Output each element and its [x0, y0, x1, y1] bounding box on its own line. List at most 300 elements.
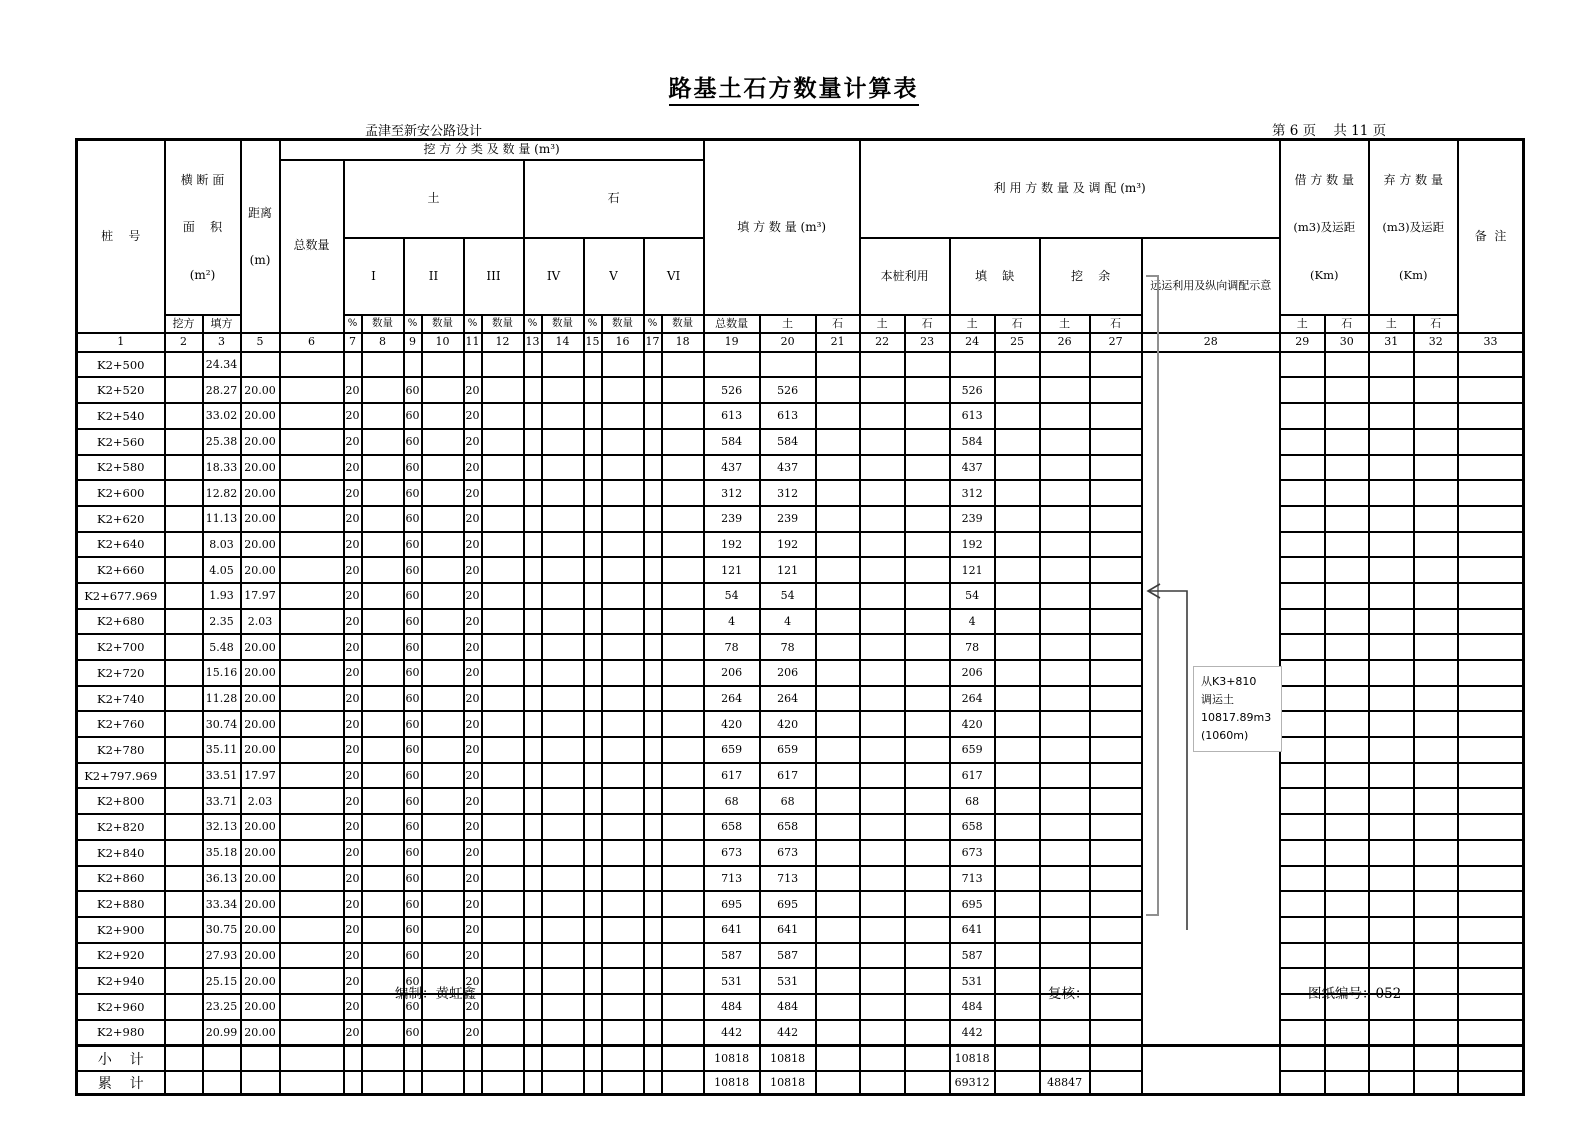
value-cell	[995, 429, 1040, 455]
value-cell	[662, 583, 704, 609]
value-cell	[1458, 480, 1524, 506]
value-cell	[1040, 840, 1090, 866]
value-cell: 60	[404, 866, 422, 892]
value-cell	[542, 506, 584, 532]
value-cell	[1458, 917, 1524, 943]
value-cell	[662, 917, 704, 943]
header-grade-1: I	[344, 238, 404, 315]
value-cell	[995, 917, 1040, 943]
value-cell	[995, 1045, 1040, 1071]
value-cell: 206	[950, 660, 995, 686]
value-cell: 659	[950, 737, 995, 763]
value-cell	[1280, 763, 1325, 789]
value-cell	[584, 943, 602, 969]
value-cell: 658	[760, 814, 816, 840]
value-cell	[1280, 557, 1325, 583]
value-cell	[422, 917, 464, 943]
value-cell	[905, 506, 950, 532]
value-cell: 60	[404, 763, 422, 789]
column-number-cell: 30	[1325, 333, 1369, 352]
value-cell	[816, 788, 860, 814]
value-cell	[905, 891, 950, 917]
value-cell: 20	[344, 583, 362, 609]
stake-cell: K2+640	[77, 532, 165, 558]
value-cell	[542, 429, 584, 455]
value-cell	[644, 711, 662, 737]
value-cell	[644, 429, 662, 455]
value-cell: 526	[950, 377, 995, 403]
value-cell	[542, 917, 584, 943]
value-cell	[1369, 763, 1414, 789]
value-cell	[860, 609, 905, 635]
value-cell	[905, 583, 950, 609]
value-cell	[644, 763, 662, 789]
column-number-cell: 3	[203, 333, 241, 352]
header-rock-group: 石	[524, 160, 704, 239]
value-cell	[165, 352, 203, 378]
value-cell	[165, 814, 203, 840]
value-cell	[1458, 557, 1524, 583]
stake-cell: K2+900	[77, 917, 165, 943]
value-cell	[542, 866, 584, 892]
value-cell	[1414, 352, 1458, 378]
value-cell	[1090, 737, 1142, 763]
value-cell: 20	[344, 403, 362, 429]
value-cell	[1280, 634, 1325, 660]
value-cell	[1369, 429, 1414, 455]
value-cell: 484	[704, 994, 760, 1020]
value-cell	[860, 891, 905, 917]
value-cell	[644, 506, 662, 532]
value-cell	[1369, 532, 1414, 558]
value-cell	[905, 814, 950, 840]
value-cell	[1280, 480, 1325, 506]
value-cell	[816, 1071, 860, 1094]
value-cell	[995, 1071, 1040, 1094]
value-cell	[524, 455, 542, 481]
value-cell	[905, 788, 950, 814]
value-cell	[1458, 429, 1524, 455]
stake-cell: K2+500	[77, 352, 165, 378]
column-number-cell: 14	[542, 333, 584, 352]
value-cell	[1090, 943, 1142, 969]
value-cell	[524, 352, 542, 378]
value-cell	[644, 480, 662, 506]
value-cell	[1369, 711, 1414, 737]
value-cell	[524, 660, 542, 686]
column-number-cell: 33	[1458, 333, 1524, 352]
value-cell	[644, 403, 662, 429]
value-cell	[995, 840, 1040, 866]
value-cell: 20	[344, 814, 362, 840]
value-cell: 531	[704, 968, 760, 994]
value-cell	[524, 403, 542, 429]
value-cell	[482, 840, 524, 866]
value-cell	[422, 1071, 464, 1094]
stake-cell: K2+700	[77, 634, 165, 660]
value-cell	[1325, 840, 1369, 866]
value-cell	[362, 557, 404, 583]
table-row	[77, 737, 1524, 763]
value-cell	[1369, 943, 1414, 969]
value-cell	[995, 711, 1040, 737]
value-cell	[1040, 788, 1090, 814]
value-cell: 20	[344, 429, 362, 455]
value-cell	[1458, 377, 1524, 403]
value-cell	[1040, 609, 1090, 635]
value-cell: 60	[404, 506, 422, 532]
value-cell	[482, 455, 524, 481]
stake-cell: K2+840	[77, 840, 165, 866]
value-cell	[362, 377, 404, 403]
value-cell	[995, 1020, 1040, 1046]
value-cell	[1325, 814, 1369, 840]
value-cell	[280, 403, 344, 429]
value-cell	[1414, 660, 1458, 686]
value-cell: 78	[950, 634, 995, 660]
value-cell	[644, 891, 662, 917]
value-cell	[1458, 506, 1524, 532]
value-cell: 4.05	[203, 557, 241, 583]
value-cell	[905, 763, 950, 789]
header-usage: 利 用 方 数 量 及 调 配 (m³)	[860, 140, 1280, 239]
value-cell	[644, 737, 662, 763]
value-cell	[760, 352, 816, 378]
value-cell	[1325, 583, 1369, 609]
value-cell	[662, 429, 704, 455]
value-cell: 60	[404, 660, 422, 686]
value-cell	[482, 943, 524, 969]
value-cell	[165, 943, 203, 969]
value-cell	[1040, 557, 1090, 583]
value-cell	[602, 788, 644, 814]
value-cell	[1369, 1020, 1414, 1046]
value-cell: 33.34	[203, 891, 241, 917]
value-cell: 60	[404, 788, 422, 814]
value-cell	[995, 994, 1040, 1020]
value-cell: 33.02	[203, 403, 241, 429]
value-cell	[584, 455, 602, 481]
value-cell: 68	[704, 788, 760, 814]
value-cell	[482, 609, 524, 635]
value-cell	[280, 1071, 344, 1094]
value-cell	[422, 480, 464, 506]
value-cell	[524, 968, 542, 994]
value-cell: 713	[950, 866, 995, 892]
stake-cell: K2+920	[77, 943, 165, 969]
value-cell: 20	[464, 583, 482, 609]
value-cell: 36.13	[203, 866, 241, 892]
value-cell: 713	[760, 866, 816, 892]
value-cell	[422, 943, 464, 969]
value-cell: 312	[950, 480, 995, 506]
value-cell: 10818	[760, 1071, 816, 1094]
value-cell	[1090, 660, 1142, 686]
value-cell: 20	[464, 403, 482, 429]
value-cell	[1325, 403, 1369, 429]
stake-cell: K2+600	[77, 480, 165, 506]
value-cell: 442	[760, 1020, 816, 1046]
value-cell	[1090, 866, 1142, 892]
value-cell: 20.00	[241, 429, 280, 455]
value-cell	[644, 557, 662, 583]
value-cell	[816, 352, 860, 378]
value-cell: 60	[404, 917, 422, 943]
value-cell	[995, 480, 1040, 506]
value-cell	[482, 1020, 524, 1046]
header-stake: 桩 号	[77, 140, 165, 333]
value-cell	[203, 1045, 241, 1071]
value-cell	[482, 583, 524, 609]
earthwork-table	[75, 138, 1525, 1096]
value-cell: 11.28	[203, 686, 241, 712]
value-cell	[1414, 968, 1458, 994]
value-cell: 20	[344, 660, 362, 686]
value-cell: 20	[464, 737, 482, 763]
value-cell	[860, 377, 905, 403]
value-cell	[1414, 763, 1458, 789]
value-cell	[584, 634, 602, 660]
value-cell	[542, 763, 584, 789]
column-number-cell: 20	[760, 333, 816, 352]
value-cell	[422, 429, 464, 455]
value-cell	[860, 660, 905, 686]
value-cell	[662, 506, 704, 532]
value-cell: 32.13	[203, 814, 241, 840]
value-cell	[1414, 737, 1458, 763]
value-cell: 20	[344, 557, 362, 583]
value-cell: 20.00	[241, 532, 280, 558]
value-cell	[816, 891, 860, 917]
table-row	[77, 557, 1524, 583]
value-cell	[602, 1045, 644, 1071]
value-cell	[422, 660, 464, 686]
value-cell: 68	[760, 788, 816, 814]
value-cell	[584, 557, 602, 583]
value-cell: 442	[704, 1020, 760, 1046]
value-cell: 60	[404, 1020, 422, 1046]
value-cell	[362, 634, 404, 660]
value-cell	[816, 377, 860, 403]
column-number-cell: 29	[1280, 333, 1325, 352]
value-cell	[362, 583, 404, 609]
table-row	[77, 866, 1524, 892]
value-cell	[905, 1071, 950, 1094]
value-cell: 11.13	[203, 506, 241, 532]
value-cell	[422, 891, 464, 917]
value-cell: 20	[344, 377, 362, 403]
value-cell: 420	[950, 711, 995, 737]
table-row	[77, 943, 1524, 969]
value-cell: 617	[704, 763, 760, 789]
value-cell	[644, 609, 662, 635]
column-number-cell: 16	[602, 333, 644, 352]
value-cell: 60	[404, 583, 422, 609]
value-cell: 20	[464, 686, 482, 712]
header-fill-area: 填方	[203, 315, 241, 333]
value-cell	[644, 686, 662, 712]
value-cell	[203, 1071, 241, 1094]
value-cell: 613	[760, 403, 816, 429]
column-number-cell: 8	[362, 333, 404, 352]
value-cell: 60	[404, 814, 422, 840]
value-cell	[422, 583, 464, 609]
value-cell	[1040, 943, 1090, 969]
value-cell	[584, 866, 602, 892]
value-cell	[995, 968, 1040, 994]
value-cell	[662, 557, 704, 583]
value-cell: 659	[760, 737, 816, 763]
value-cell	[644, 634, 662, 660]
value-cell	[1090, 583, 1142, 609]
value-cell	[482, 686, 524, 712]
value-cell: 531	[760, 968, 816, 994]
value-cell	[860, 583, 905, 609]
value-cell	[816, 403, 860, 429]
value-cell	[602, 1071, 644, 1094]
value-cell	[482, 634, 524, 660]
header-fill-lack: 填 缺	[950, 238, 1040, 315]
value-cell: 713	[704, 866, 760, 892]
value-cell	[165, 686, 203, 712]
value-cell	[482, 917, 524, 943]
table-row	[77, 660, 1524, 686]
value-cell: 437	[760, 455, 816, 481]
value-cell	[1040, 686, 1090, 712]
value-cell	[280, 480, 344, 506]
table-row	[77, 609, 1524, 635]
value-cell	[860, 506, 905, 532]
value-cell: 121	[760, 557, 816, 583]
value-cell	[524, 480, 542, 506]
stake-cell: K2+540	[77, 403, 165, 429]
value-cell	[584, 660, 602, 686]
value-cell	[1369, 788, 1414, 814]
value-cell	[165, 583, 203, 609]
value-cell: 20.00	[241, 737, 280, 763]
value-cell	[860, 866, 905, 892]
value-cell: 658	[704, 814, 760, 840]
value-cell	[362, 788, 404, 814]
value-cell	[1414, 532, 1458, 558]
project-subtitle: 孟津至新安公路设计	[365, 124, 483, 139]
value-cell	[280, 532, 344, 558]
table-row	[77, 891, 1524, 917]
column-number-cell: 12	[482, 333, 524, 352]
value-cell: 20.00	[241, 455, 280, 481]
value-cell	[524, 583, 542, 609]
value-cell: 20	[344, 1020, 362, 1046]
value-cell: 20.00	[241, 891, 280, 917]
value-cell: 20	[464, 943, 482, 969]
value-cell	[1040, 660, 1090, 686]
value-cell	[1090, 917, 1142, 943]
value-cell	[1325, 1020, 1369, 1046]
value-cell: 264	[704, 686, 760, 712]
value-cell	[422, 634, 464, 660]
stake-cell: K2+800	[77, 788, 165, 814]
value-cell	[1090, 634, 1142, 660]
value-cell	[524, 1071, 542, 1094]
value-cell: 20	[344, 788, 362, 814]
table-row	[77, 968, 1524, 994]
value-cell	[602, 352, 644, 378]
value-cell: 20	[344, 532, 362, 558]
value-cell	[524, 840, 542, 866]
value-cell	[1040, 532, 1090, 558]
value-cell	[542, 403, 584, 429]
table-row	[77, 994, 1524, 1020]
value-cell	[644, 840, 662, 866]
value-cell	[1280, 532, 1325, 558]
value-cell	[280, 840, 344, 866]
value-cell: 20	[464, 377, 482, 403]
value-cell	[344, 352, 362, 378]
value-cell	[905, 557, 950, 583]
value-cell	[860, 532, 905, 558]
value-cell	[662, 352, 704, 378]
value-cell: 617	[760, 763, 816, 789]
value-cell	[280, 788, 344, 814]
value-cell	[602, 917, 644, 943]
value-cell	[602, 711, 644, 737]
value-cell	[422, 352, 464, 378]
value-cell	[165, 377, 203, 403]
value-cell	[995, 352, 1040, 378]
value-cell	[542, 1020, 584, 1046]
value-cell	[464, 1071, 482, 1094]
summary-row	[77, 1045, 1524, 1071]
value-cell: 30.74	[203, 711, 241, 737]
value-cell	[1369, 737, 1414, 763]
stake-cell: K2+797.969	[77, 763, 165, 789]
value-cell	[542, 891, 584, 917]
value-cell: 60	[404, 609, 422, 635]
value-cell	[542, 711, 584, 737]
value-cell	[816, 763, 860, 789]
value-cell: 33.51	[203, 763, 241, 789]
value-cell	[1414, 455, 1458, 481]
stake-cell: K2+860	[77, 866, 165, 892]
value-cell	[1369, 557, 1414, 583]
value-cell	[422, 788, 464, 814]
column-number-cell: 10	[422, 333, 464, 352]
value-cell	[1040, 891, 1090, 917]
value-cell	[860, 994, 905, 1020]
value-cell	[1325, 1045, 1369, 1071]
value-cell	[1369, 1071, 1414, 1094]
value-cell	[542, 968, 584, 994]
value-cell	[482, 1071, 524, 1094]
value-cell	[362, 943, 404, 969]
value-cell	[404, 1071, 422, 1094]
value-cell	[584, 711, 602, 737]
value-cell	[1280, 352, 1325, 378]
value-cell	[602, 763, 644, 789]
value-cell: 2.03	[241, 788, 280, 814]
value-cell	[1458, 686, 1524, 712]
value-cell: 20.00	[241, 377, 280, 403]
value-cell	[584, 352, 602, 378]
value-cell: 584	[704, 429, 760, 455]
value-cell: 484	[950, 994, 995, 1020]
header-borrow: 借 方 数 量 (m3)及运距 (Km)	[1280, 140, 1369, 315]
value-cell	[165, 1020, 203, 1046]
value-cell	[1325, 788, 1369, 814]
value-cell	[280, 583, 344, 609]
value-cell	[816, 686, 860, 712]
value-cell	[1414, 1020, 1458, 1046]
